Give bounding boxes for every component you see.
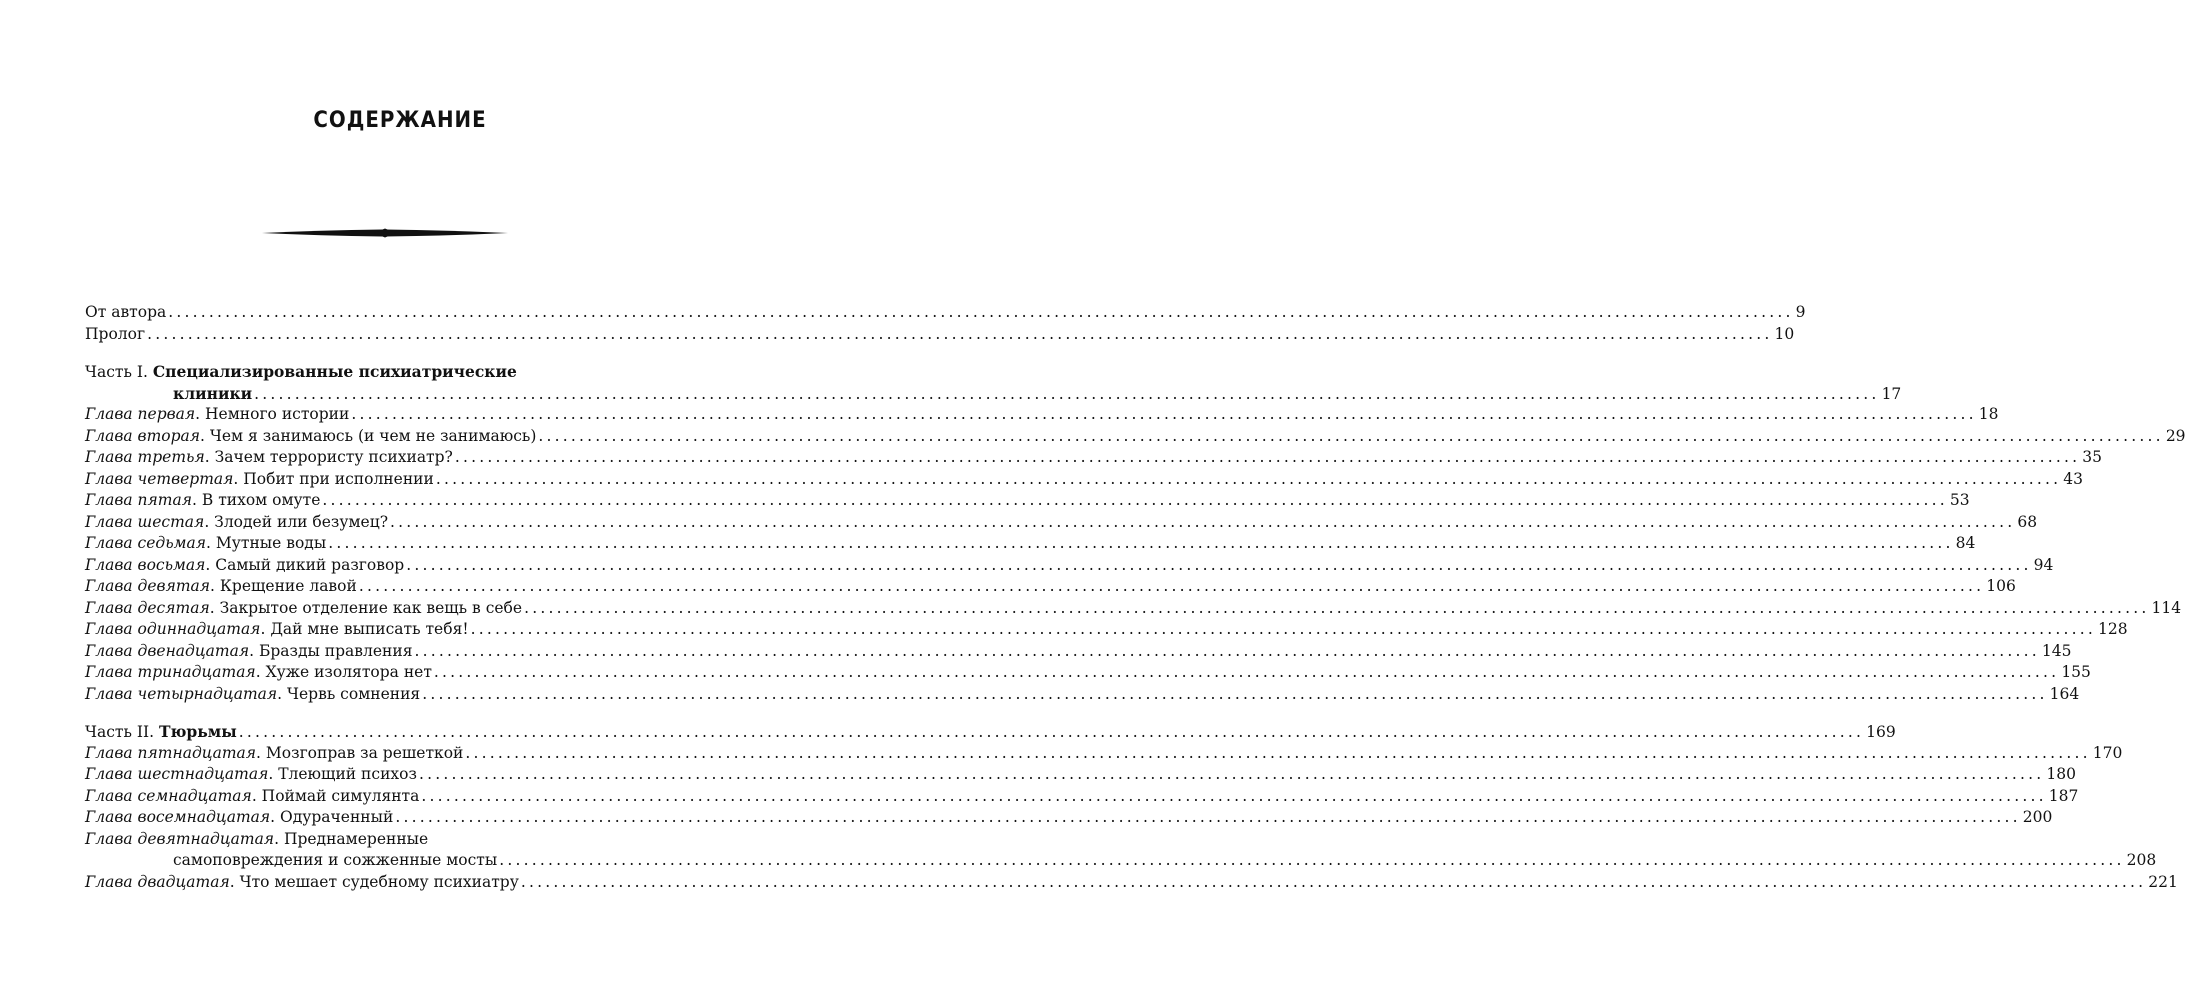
toc-page-number: 94 [2033, 555, 2054, 574]
dot-leader: ........................................................................................................................................................................................................ [520, 872, 2147, 891]
dot-leader: ........................................................................................................................................................................................................ [421, 786, 2047, 805]
dot-leader: ........................................................................................................................................................................................................ [395, 808, 2021, 826]
toc-entry[interactable]: Глава восьмая. Самый дикий разговор ........................................................................................................................................................................................................ 94 [85, 555, 685, 577]
dot-leader: ........................................................................................................................................................................................................ [524, 598, 2150, 617]
chapter-number: Глава семнадцатая [85, 786, 252, 805]
chapter-number: Глава одиннадцатая [85, 620, 261, 638]
toc-part-1-heading[interactable] [85, 361, 685, 383]
chapter-title: Червь сомнения [287, 684, 421, 703]
chapter-title: Мозгоправ за решеткой [265, 743, 464, 762]
toc-entry[interactable]: Глава вторая. Чем я занимаюсь (и чем не занимаюсь) ........................................................................................................................................................................................................ 29 [85, 426, 685, 448]
dot-leader: ........................................................................................................................................................................................................ [147, 324, 1773, 343]
toc-page-number: 18 [1978, 405, 1999, 423]
dot-leader: ........................................................................................................................................................................................................ [168, 303, 1794, 321]
toc-page-number: 155 [2061, 663, 2091, 681]
dot-leader: ........................................................................................................................................................................................................ [254, 384, 1880, 403]
chapter-title: Мутные воды [215, 534, 327, 552]
dot-leader: ........................................................................................................................................................................................................ [422, 684, 2048, 703]
toc-page-number: 106 [1986, 577, 2016, 595]
chapter-number: Глава шестнадцатая [85, 765, 269, 783]
chapter-number: Глава двадцатая [85, 872, 230, 891]
toc-entry[interactable]: Глава четвертая. Побит при исполнении ........................................................................................................................................................................................................ 43 [85, 469, 685, 491]
toc-part-1-heading-cont[interactable] [85, 383, 1902, 405]
toc-entry[interactable]: Глава двадцатая. Что мешает судебному психиатру ........................................................................................................................................................................................................ 221 [85, 872, 685, 894]
dot-leader: ........................................................................................................................................................................................................ [414, 641, 2040, 660]
dot-leader: ........................................................................................................................................................................................................ [406, 555, 2032, 574]
toc-page-number: 68 [2017, 512, 2038, 531]
toc-entry[interactable]: Глава тринадцатая. Хуже изолятора нет ........................................................................................................................................................................................................ 155 [85, 662, 685, 684]
part-prefix: Часть II. [85, 723, 155, 741]
chapter-title: Крещение лавой [219, 577, 357, 595]
toc-entry[interactable]: Глава четырнадцатая. Червь сомнения ........................................................................................................................................................................................................ 164 [85, 684, 685, 706]
toc-page-number: 43 [2063, 469, 2083, 488]
dot-leader: ........................................................................................................................................................................................................ [358, 577, 1985, 595]
toc-page-number: 200 [2022, 808, 2053, 826]
chapter-number: Глава восемнадцатая [85, 808, 271, 826]
chapter-title: Хуже изолятора нет [265, 663, 432, 681]
chapter-number: Глава двенадцатая [85, 641, 250, 660]
chapter-title: В тихом омуте [201, 491, 321, 509]
part-title: Тюрьмы [158, 722, 237, 741]
dot-leader: ........................................................................................................................................................................................................ [454, 448, 2081, 466]
toc-entry-label: Пролог [85, 324, 146, 343]
chapter-title: Закрытое отделение как вещь в себе [219, 598, 523, 617]
toc-page-number: 35 [2082, 448, 2103, 466]
dot-leader: ........................................................................................................................................................................................................ [418, 765, 2045, 783]
dot-leader: ........................................................................................................................................................................................................ [435, 469, 2062, 488]
toc-page-number: 187 [2048, 786, 2079, 805]
part-title: Специализированные психиатрические [152, 362, 517, 381]
chapter-title: Злодей или безумец? [214, 512, 389, 531]
toc-page-number: 170 [2092, 743, 2123, 762]
chapter-title: Что мешает судебному психиатру [239, 872, 519, 891]
dot-leader: ........................................................................................................................................................................................................ [465, 743, 2091, 762]
chapter-title: Одураченный [280, 808, 394, 826]
toc-entry[interactable]: Глава седьмая. Мутные воды ........................................................................................................................................................................................................ 84 [85, 533, 685, 555]
toc-entry[interactable]: Глава десятая. Закрытое отделение как вещь в себе ........................................................................................................................................................................................................ 114 [85, 598, 685, 620]
dot-leader: ........................................................................................................................................................................................................ [351, 405, 1977, 423]
dot-leader: ........................................................................................................................................................................................................ [470, 620, 2096, 638]
toc-entry[interactable]: Глава семнадцатая. Поймай симулянта ........................................................................................................................................................................................................ 187 [85, 786, 685, 808]
toc-page-number: 180 [2046, 765, 2076, 783]
chapter-number: Глава пятнадцатая [85, 743, 257, 762]
toc-entry[interactable]: Глава первая. Немного истории ........................................................................................................................................................................................................ 18 [85, 404, 685, 426]
chapter-number: Глава девятнадцатая [85, 829, 275, 848]
toc-page-number: 17 [1881, 384, 1902, 403]
toc-entry[interactable]: Глава пятая. В тихом омуте ........................................................................................................................................................................................................ 53 [85, 490, 685, 512]
toc-entry[interactable]: Глава одиннадцатая. Дай мне выписать тебя! ........................................................................................................................................................................................................ 128 [85, 619, 685, 641]
toc-entry[interactable]: Глава девятая. Крещение лавой ........................................................................................................................................................................................................ 106 [85, 576, 685, 598]
toc-page-number: 84 [1955, 534, 1976, 552]
toc-entry-prologue[interactable] [85, 324, 1795, 346]
chapter-title: Поймай симулянта [261, 786, 420, 805]
chapter-title: Зачем террористу психиатр? [214, 448, 453, 466]
chapter-number: Глава шестая [85, 512, 205, 531]
chapter-number: Глава четырнадцатая [85, 684, 278, 703]
chapter-number: Глава тринадцатая [85, 663, 256, 681]
part-title-cont: клиники [173, 383, 253, 403]
chapter-number: Глава пятая [85, 491, 193, 509]
toc-page-number: 10 [1774, 324, 1795, 343]
toc-page-number: 9 [1795, 303, 1806, 321]
chapter-title: самоповреждения и сожженные мосты [173, 851, 498, 869]
chapter-number: Глава седьмая [85, 534, 207, 552]
chapter-number: Глава третья [85, 448, 205, 466]
toc-entry-label: От автора [85, 303, 167, 321]
toc-entry[interactable]: Глава шестнадцатая. Тлеющий психоз ........................................................................................................................................................................................................ 180 [85, 764, 685, 786]
chapter-title: Дай мне выписать тебя! [270, 620, 469, 638]
table-of-contents [85, 302, 2186, 893]
chapter-title: Побит при исполнении [243, 469, 434, 488]
dot-leader: ........................................................................................................................................................................................................ [390, 512, 2016, 531]
toc-page-number: 128 [2097, 620, 2128, 638]
chapter-number: Глава восьмая [85, 555, 206, 574]
toc-entry[interactable]: Глава пятнадцатая. Мозгоправ за решеткой ........................................................................................................................................................................................................ 170 [85, 743, 685, 765]
chapter-title: Преднамеренные [283, 829, 429, 848]
toc-page-number: 169 [1866, 723, 1896, 741]
chapter-title: Бразды правления [258, 641, 413, 660]
chapter-title: Чем я занимаюсь (и чем не занимаюсь) [209, 426, 537, 445]
dot-leader: ........................................................................................................................................................................................................ [433, 663, 2060, 681]
toc-part-2-heading[interactable] [85, 721, 1896, 743]
chapter-number: Глава четвертая [85, 469, 234, 488]
toc-entry[interactable]: Глава третья. Зачем террористу психиатр? ........................................................................................................................................................................................................ 35 [85, 447, 685, 469]
chapter-number: Глава вторая [85, 426, 201, 445]
toc-entry[interactable]: Глава девятнадцатая. Преднамеренные [85, 829, 429, 848]
chapter-number: Глава первая [85, 405, 196, 423]
chapter-title: Самый дикий разговор [215, 555, 405, 574]
toc-entry[interactable] [85, 850, 2157, 872]
toc-page-number: 208 [2126, 851, 2157, 869]
chapter-number: Глава десятая [85, 598, 210, 617]
chapter-number: Глава девятая [85, 577, 211, 595]
page-title: СОДЕРЖАНИЕ [313, 108, 487, 133]
toc-page-number: 164 [2049, 684, 2080, 703]
dot-leader: ........................................................................................................................................................................................................ [538, 426, 2164, 445]
dot-leader: ........................................................................................................................................................................................................ [322, 491, 1948, 509]
toc-entry[interactable]: Глава шестая. Злодей или безумец? ........................................................................................................................................................................................................ 68 [85, 512, 685, 534]
toc-page-number: 114 [2151, 598, 2182, 617]
toc-entry-author[interactable] [85, 302, 1806, 324]
toc-entry[interactable]: Глава восемнадцатая. Одураченный ........................................................................................................................................................................................................ 200 [85, 807, 685, 829]
divider-ornament [262, 227, 508, 239]
toc-page-number: 29 [2165, 426, 2186, 445]
toc-page-number: 53 [1949, 491, 1970, 509]
dot-leader: ........................................................................................................................................................................................................ [328, 534, 1954, 552]
toc-entry[interactable]: Глава двенадцатая. Бразды правления ........................................................................................................................................................................................................ 145 [85, 641, 685, 663]
part-prefix: Часть I. [85, 363, 148, 381]
dot-leader: ........................................................................................................................................................................................................ [499, 851, 2125, 869]
toc-page-number: 145 [2041, 641, 2072, 660]
dot-leader: ........................................................................................................................................................................................................ [238, 723, 1865, 741]
chapter-title: Тлеющий психоз [278, 765, 417, 783]
chapter-title: Немного истории [205, 405, 350, 423]
toc-page-number: 221 [2148, 872, 2178, 891]
